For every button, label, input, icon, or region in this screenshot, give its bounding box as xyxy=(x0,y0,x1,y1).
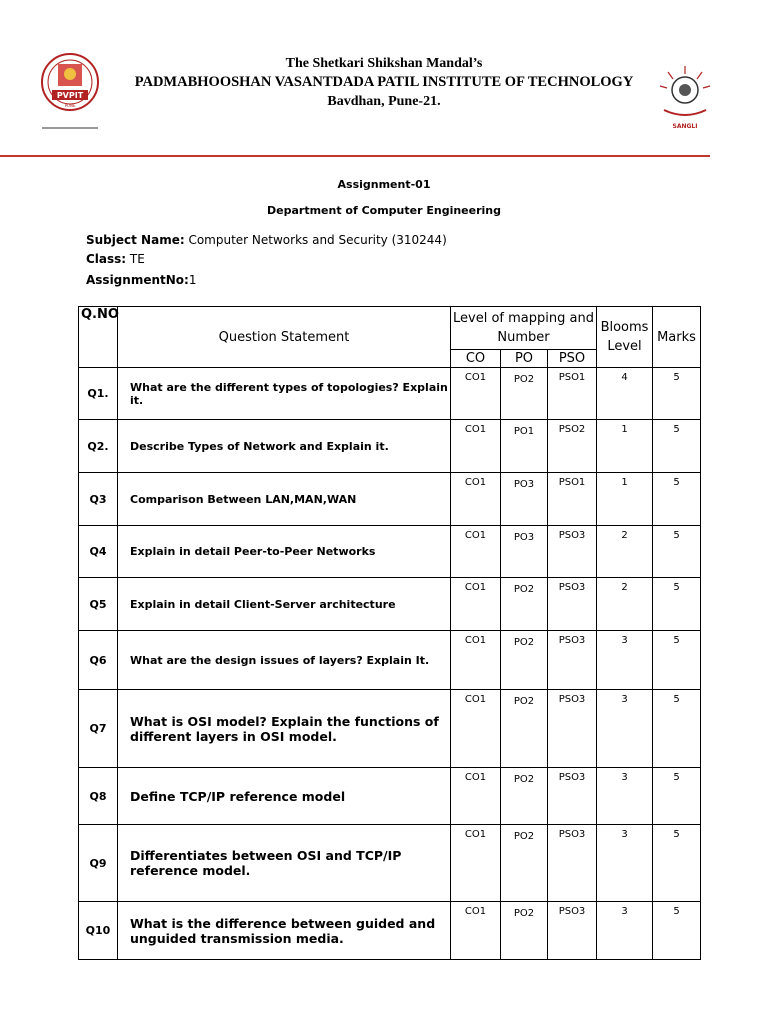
co-value: CO1 xyxy=(451,825,501,902)
class-value: TE xyxy=(126,252,145,266)
pso-value: PSO3 xyxy=(548,578,597,631)
subject-line xyxy=(86,233,447,247)
question-text: What are the different types of topologies? Explain it. xyxy=(118,368,451,420)
question-text: Describe Types of Network and Explain it. xyxy=(118,420,451,473)
marks-value: 5 xyxy=(653,902,701,960)
question-text: What are the design issues of layers? Explain It. xyxy=(118,631,451,690)
pso-value: PSO3 xyxy=(548,768,597,825)
header-blooms: Blooms Level xyxy=(597,307,653,368)
po-value: PO3 xyxy=(501,526,548,578)
po-value: PO2 xyxy=(501,768,548,825)
blooms-value: 3 xyxy=(597,631,653,690)
question-number: Q6 xyxy=(79,631,118,690)
blooms-value: 3 xyxy=(597,768,653,825)
co-value: CO1 xyxy=(451,690,501,768)
marks-value: 5 xyxy=(653,825,701,902)
co-value: CO1 xyxy=(451,420,501,473)
marks-value: 5 xyxy=(653,768,701,825)
co-value: CO1 xyxy=(451,902,501,960)
pso-value: PSO1 xyxy=(548,368,597,420)
blooms-value: 3 xyxy=(597,902,653,960)
institute-name: PADMABHOOSHAN VASANTDADA PATIL INSTITUTE OF TECHNOLOGY xyxy=(134,74,634,90)
institute-address: Bavdhan, Pune-21. xyxy=(327,94,441,109)
co-value: CO1 xyxy=(451,473,501,526)
pso-value: PSO3 xyxy=(548,526,597,578)
class-label: Class: xyxy=(86,252,127,266)
header-marks: Marks xyxy=(653,307,701,368)
question-number: Q8 xyxy=(79,768,118,825)
pso-value: PSO2 xyxy=(548,420,597,473)
pso-value: PSO3 xyxy=(548,825,597,902)
subject-label: Subject Name: xyxy=(86,233,185,247)
blooms-value: 2 xyxy=(597,578,653,631)
class-line xyxy=(86,252,145,266)
question-text: Explain in detail Client-Server architecture xyxy=(118,578,451,631)
header-co: CO xyxy=(451,350,501,368)
marks-value: 5 xyxy=(653,420,701,473)
table-row xyxy=(79,420,701,473)
question-text: Explain in detail Peer-to-Peer Networks xyxy=(118,526,451,578)
logo-left-sub: PUNE xyxy=(64,103,76,108)
header-po: PO xyxy=(501,350,548,368)
po-value: PO2 xyxy=(501,902,548,960)
blooms-value: 3 xyxy=(597,690,653,768)
question-text: Differentiates between OSI and TCP/IP reference model. xyxy=(118,825,451,902)
co-value: CO1 xyxy=(451,631,501,690)
blooms-value: 1 xyxy=(597,420,653,473)
pso-value: PSO1 xyxy=(548,473,597,526)
table-row xyxy=(79,690,701,768)
trust-name: The Shetkari Shikshan Mandal’s xyxy=(285,56,483,71)
question-text: Define TCP/IP reference model xyxy=(118,768,451,825)
po-value: PO2 xyxy=(501,631,548,690)
table-row xyxy=(79,825,701,902)
table-row xyxy=(79,631,701,690)
blooms-value: 4 xyxy=(597,368,653,420)
question-number: Q3 xyxy=(79,473,118,526)
table-row xyxy=(79,368,701,420)
marks-value: 5 xyxy=(653,631,701,690)
table-row xyxy=(79,526,701,578)
blooms-value: 1 xyxy=(597,473,653,526)
question-number: Q7 xyxy=(79,690,118,768)
co-value: CO1 xyxy=(451,526,501,578)
question-number: Q5 xyxy=(79,578,118,631)
question-number: Q2. xyxy=(79,420,118,473)
assignment-no-line xyxy=(86,273,196,287)
marks-value: 5 xyxy=(653,690,701,768)
question-text: Comparison Between LAN,MAN,WAN xyxy=(118,473,451,526)
subject-value: Computer Networks and Security (310244) xyxy=(184,233,447,247)
table-row xyxy=(79,473,701,526)
question-number: Q1. xyxy=(79,368,118,420)
co-value: CO1 xyxy=(451,768,501,825)
question-number: Q9 xyxy=(79,825,118,902)
pso-value: PSO3 xyxy=(548,902,597,960)
blooms-value: 2 xyxy=(597,526,653,578)
table-row xyxy=(79,768,701,825)
marks-value: 5 xyxy=(653,526,701,578)
header-qno: Q.NO xyxy=(79,307,118,368)
po-value: PO2 xyxy=(501,368,548,420)
assignment-title: Assignment-01 xyxy=(337,178,431,191)
co-value: CO1 xyxy=(451,368,501,420)
table-row xyxy=(79,578,701,631)
question-number: Q4 xyxy=(79,526,118,578)
marks-value: 5 xyxy=(653,368,701,420)
assignment-no-label: AssignmentNo: xyxy=(86,273,189,287)
question-number: Q10 xyxy=(79,902,118,960)
question-text: What is the difference between guided and unguided transmission media. xyxy=(118,902,451,960)
blooms-value: 3 xyxy=(597,825,653,902)
assignment-no-value: 1 xyxy=(188,273,197,287)
po-value: PO2 xyxy=(501,825,548,902)
question-text: What is OSI model? Explain the functions of different layers in OSI model. xyxy=(118,690,451,768)
header-question: Question Statement xyxy=(118,307,451,368)
header-pso: PSO xyxy=(548,350,597,368)
pso-value: PSO3 xyxy=(548,690,597,768)
logo-left-text: PVPIT xyxy=(56,91,84,100)
header-divider xyxy=(0,155,710,157)
table-row xyxy=(79,902,701,960)
pso-value: PSO3 xyxy=(548,631,597,690)
co-value: CO1 xyxy=(451,578,501,631)
po-value: PO2 xyxy=(501,578,548,631)
po-value: PO1 xyxy=(501,420,548,473)
header-mapping: Level of mapping and Number xyxy=(451,307,597,350)
marks-value: 5 xyxy=(653,578,701,631)
marks-value: 5 xyxy=(653,473,701,526)
po-value: PO2 xyxy=(501,690,548,768)
assignment-table xyxy=(78,306,701,960)
logo-right-text: SANGLI xyxy=(672,123,698,130)
department-name: Department of Computer Engineering xyxy=(267,204,501,217)
po-value: PO3 xyxy=(501,473,548,526)
